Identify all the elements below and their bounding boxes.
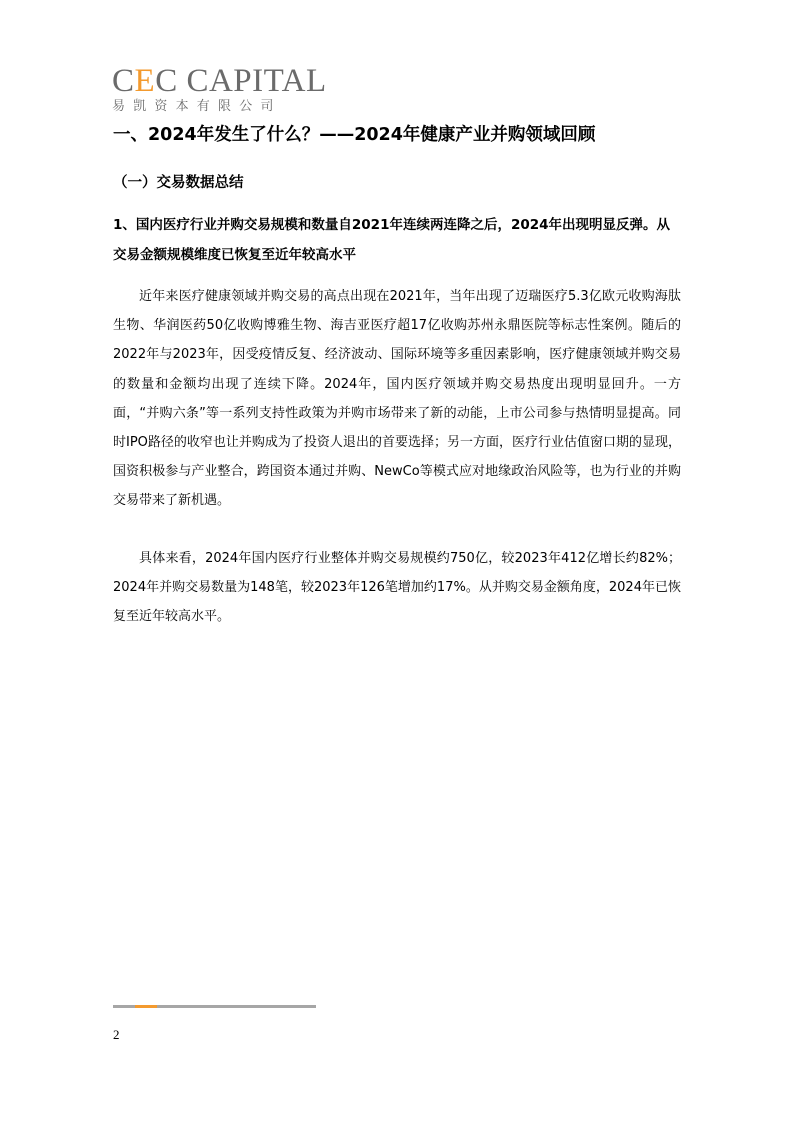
footer-rule-accent	[135, 1005, 157, 1008]
point-heading: 1、国内医疗行业并购交易规模和数量自2021年连续两连降之后，2024年出现明显反弹。从交易金额规模维度已恢复至近年较高水平	[113, 217, 671, 263]
footer-rule	[113, 1005, 316, 1008]
body-paragraph-1: 近年来医疗健康领域并购交易的高点出现在2021年，当年出现了迈瑞医疗5.3亿欧元收购海肽生物、华润医药50亿收购博雅生物、海吉亚医疗超17亿收购苏州永鼎医院等标志性案例。随后的2022年与2023年，因受疫情反复、经济波动、国际环境等多重因素影响，医疗健康领域并购交易的数量和金额均出现了连续下降。2024年，国内医疗领域并购交易热度出现明显回升。一方面，“并购六条”等一系列支持性政策为并购市场带来了新的动能，上市公司参与热情明显提高。同时IPO路径的收窄也让并购成为了投资人退出的首要选择；另一方面，医疗行业估值窗口期的显现，国资积极参与产业整合，跨国资本通过并购、NewCo等模式应对地缘政治风险等，也为行业的并购交易带来了新机遇。	[113, 289, 681, 509]
logo-wordmark	[112, 64, 327, 98]
logo-accent-letter: E	[134, 63, 156, 99]
company-logo	[112, 64, 327, 114]
logo-wordmark-rest: C CAPITAL	[155, 63, 327, 99]
logo-letter-c: C	[112, 63, 135, 99]
section-heading: 一、2024年发生了什么？——2024年健康产业并购领域回顾	[113, 125, 596, 145]
body-paragraph-2: 具体来看，2024年国内医疗行业整体并购交易规模约750亿，较2023年412亿增长约82%；2024年并购交易数量为148笔，较2023年126笔增加约17%。从并购交易金额角度，2024年已恢复至近年较高水平。	[113, 551, 681, 625]
logo-chinese-name: 易凯资本有限公司	[112, 99, 282, 114]
page-number: 2	[113, 1027, 120, 1042]
subsection-heading: （一）交易数据总结	[113, 175, 244, 191]
